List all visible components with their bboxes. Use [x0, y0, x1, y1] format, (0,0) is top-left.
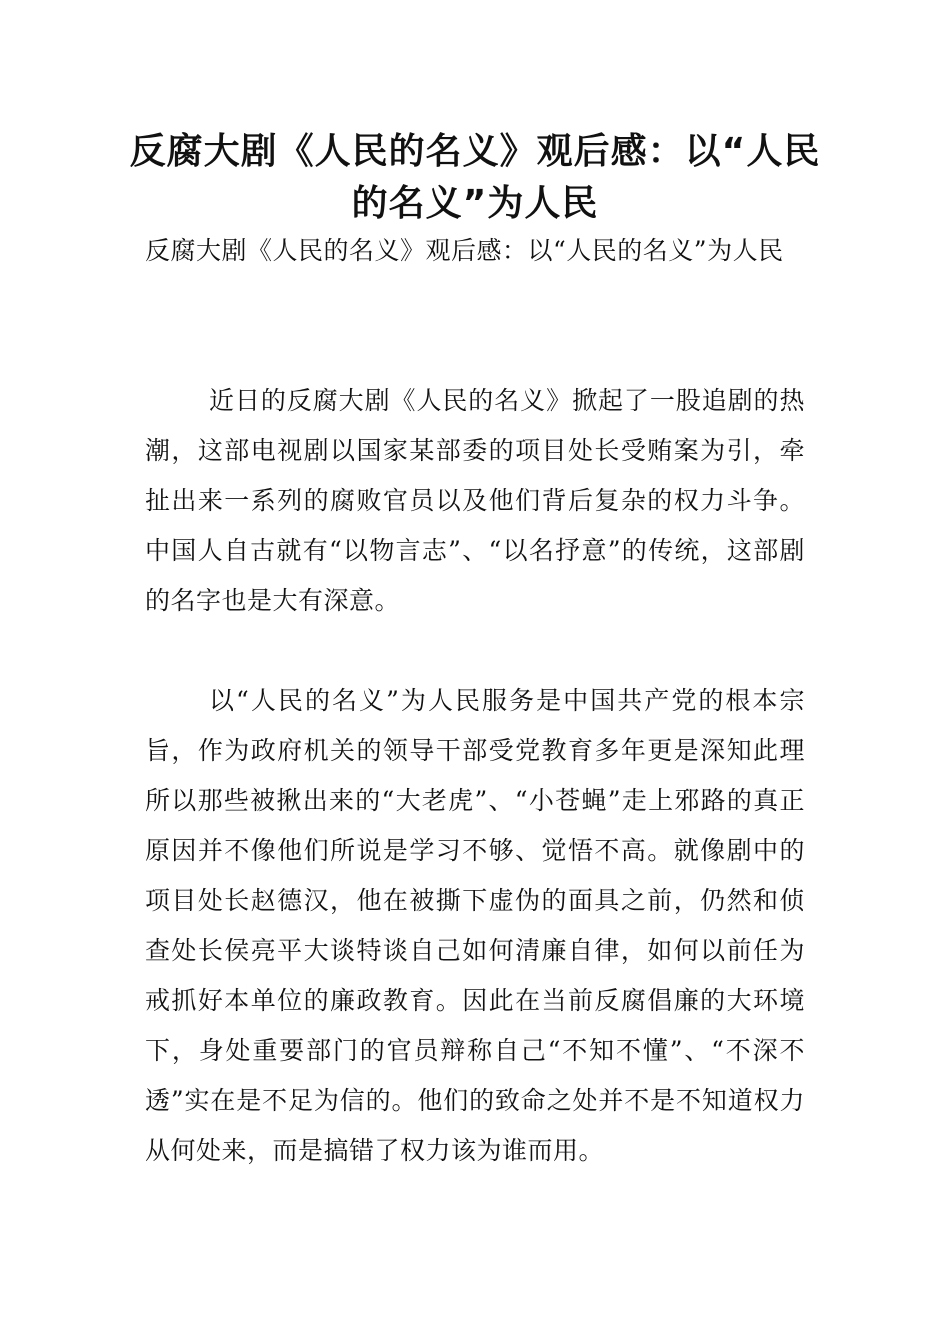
- document-subtitle: 反腐大剧《人民的名义》观后感：以“人民的名义”为人民: [145, 236, 784, 265]
- document-title: 反腐大剧《人民的名义》观后感：以“人民的名义”为人民: [129, 131, 821, 224]
- paragraph-1: 近日的反腐大剧《人民的名义》掀起了一股追剧的热潮，这部电视剧以国家某部委的项目处长受贿案为引，牵扯出来一系列的腐败官员以及他们背后复杂的权力斗争。中国人自古就有“以物言志”、“以名抒意”的传统，这部剧的名字也是大有深意。: [145, 386, 805, 615]
- paragraph-2: 以“人民的名义”为人民服务是中国共产党的根本宗旨，作为政府机关的领导干部受党教育多年更是深知此理所以那些被揪出来的“大老虎”、“小苍蝇”走上邪路的真正原因并不像他们所说是学习不够、觉悟不高。就像剧中的项目处长赵德汉，他在被撕下虚伪的面具之前，仍然和侦查处长侯亮平大谈特谈自己如何清廉自律，如何以前任为戒抓好本单位的廉政教育。因此在当前反腐倡廉的大环境下，身处重要部门的官员辩称自己“不知不懂”、“不深不透”实在是不足为信的。他们的致命之处并不是不知道权力从何处来，而是搞错了权力该为谁而用。: [145, 686, 805, 1165]
